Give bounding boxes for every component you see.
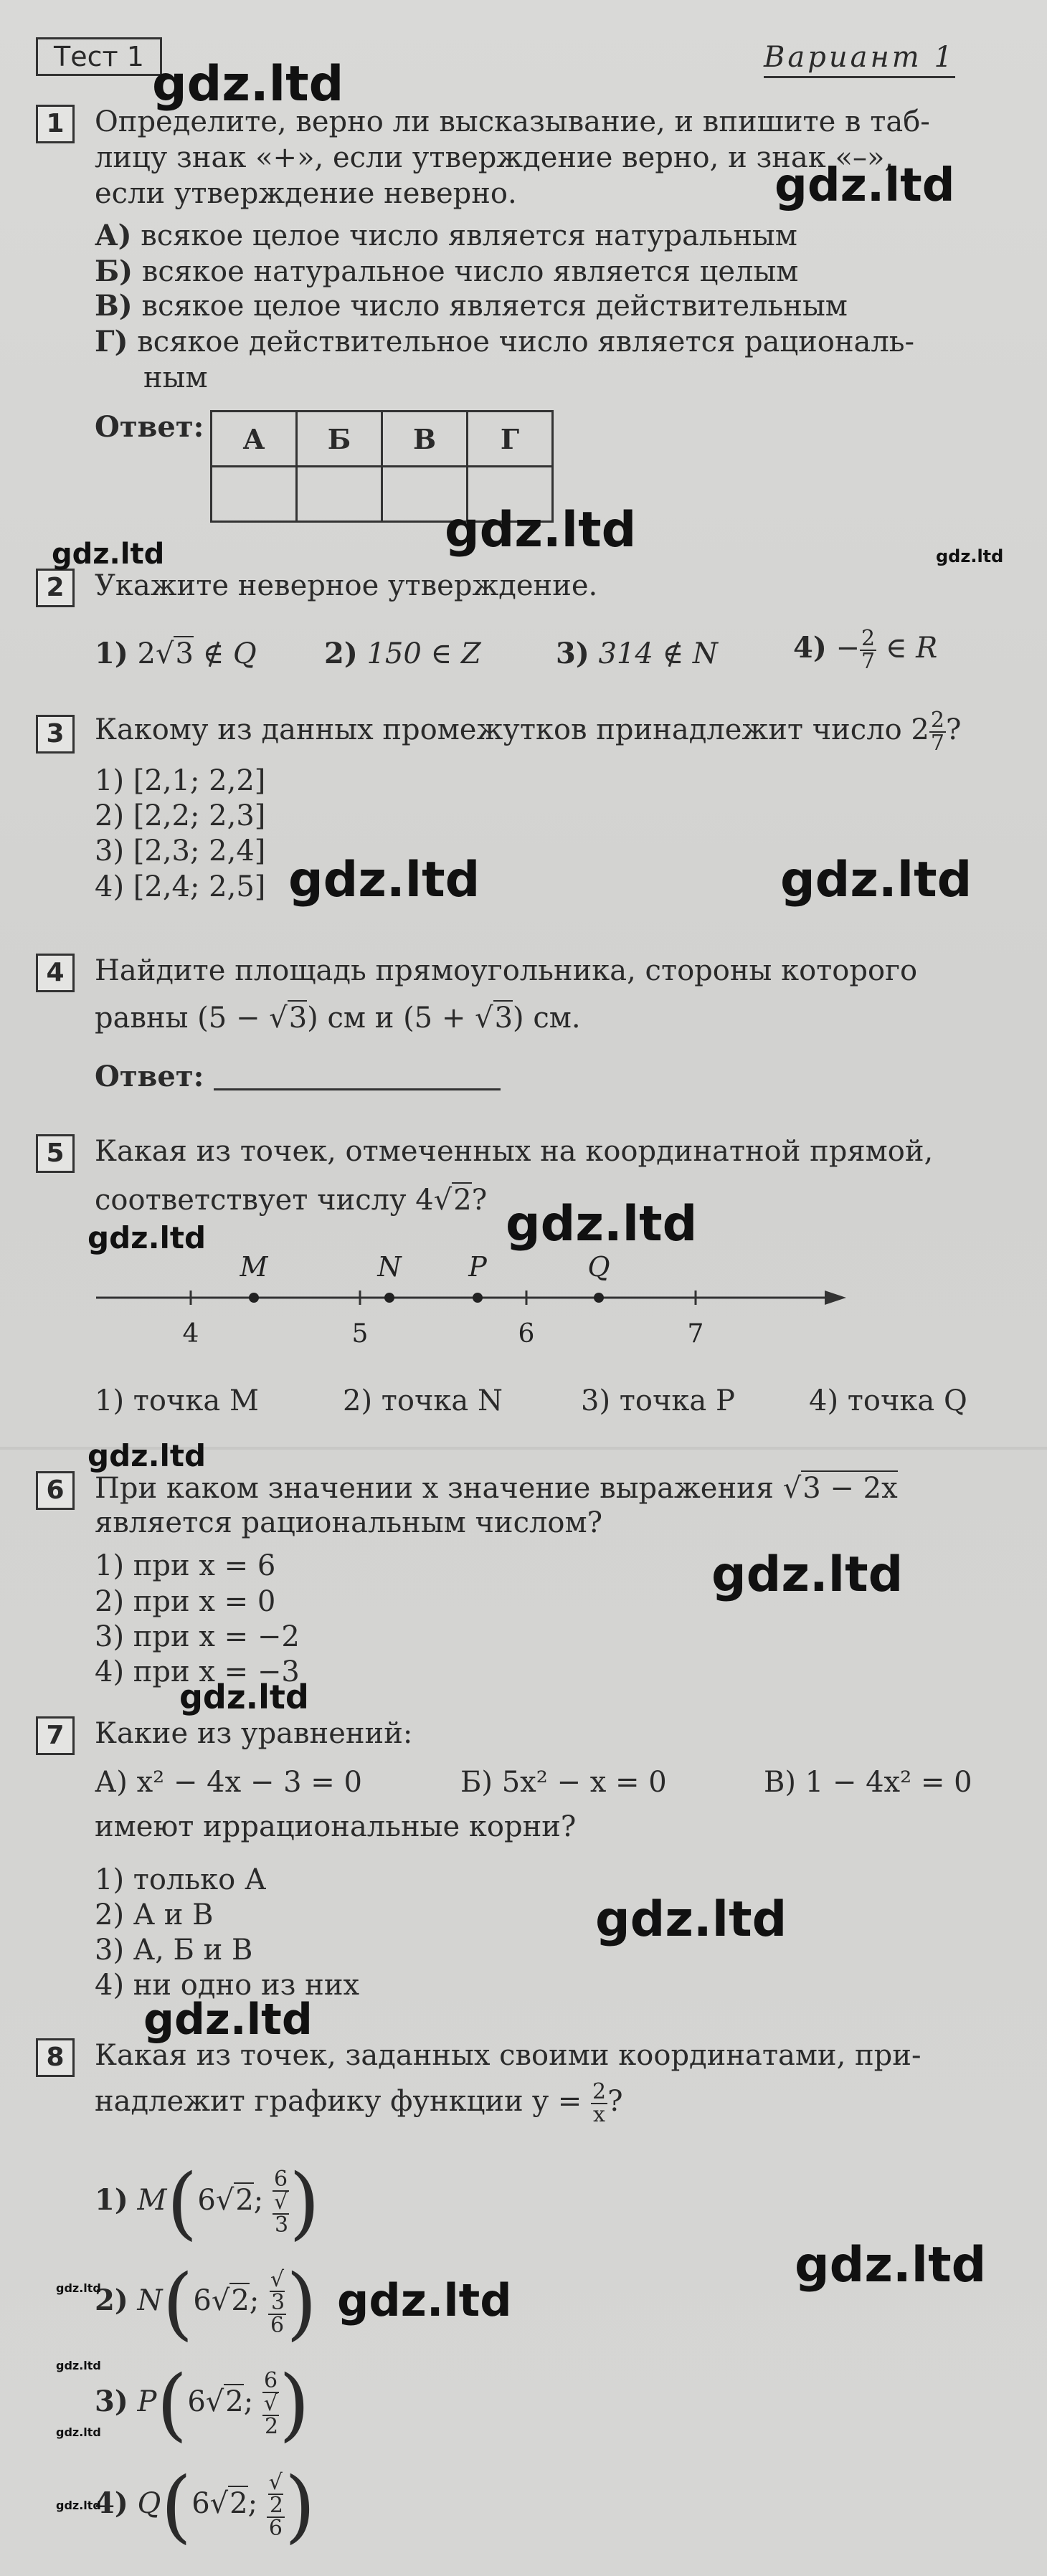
question-number: 2 bbox=[36, 569, 75, 607]
tick-label-5: 5 bbox=[351, 1319, 369, 1349]
question-number: 7 bbox=[36, 1716, 75, 1755]
watermark: gdz.ltd bbox=[56, 2281, 101, 2295]
watermark: gdz.ltd bbox=[143, 1995, 313, 2045]
q4-line-1: Найдите площадь прямоугольника, стороны которого bbox=[95, 954, 918, 987]
q2-option-1: 1) 2√3 ∉ Q bbox=[95, 637, 257, 670]
watermark: gdz.ltd bbox=[445, 502, 637, 559]
watermark: gdz.ltd bbox=[795, 2237, 987, 2294]
q5-line-2: соответствует числу 4√2? bbox=[95, 1184, 488, 1217]
watermark: gdz.ltd bbox=[56, 2499, 101, 2512]
answer-col-b: Б bbox=[297, 412, 382, 467]
q7-option-2: 2) А и В bbox=[95, 1898, 214, 1931]
question-number: 6 bbox=[36, 1471, 75, 1510]
answer-col-c: В bbox=[382, 412, 468, 467]
q5-option-1: 1) точка M bbox=[95, 1384, 259, 1417]
question-number: 4 bbox=[36, 954, 75, 992]
q1-item-c: В) всякое целое число является действительным bbox=[95, 289, 848, 323]
q7-equation-a: А) x² − 4x − 3 = 0 bbox=[95, 1766, 362, 1799]
watermark: gdz.ltd bbox=[774, 159, 955, 212]
point-label-n: N bbox=[377, 1251, 402, 1283]
q3-option-2: 2) [2,2; 2,3] bbox=[95, 799, 266, 832]
q7-line-2: имеют иррациональные корни? bbox=[95, 1810, 577, 1843]
variant-label: Вариант 1 bbox=[764, 40, 955, 78]
watermark: gdz.ltd bbox=[337, 2274, 512, 2327]
test-label: Тест 1 bbox=[36, 37, 162, 76]
watermark: gdz.ltd bbox=[87, 1220, 207, 1255]
watermark: gdz.ltd bbox=[780, 852, 972, 908]
q8-line-2: надлежит графику функции y = $\frac{2}{x}$ ? bbox=[95, 2079, 623, 2127]
q5-option-2: 2) точка N bbox=[343, 1384, 503, 1417]
q6-option-1: 1) при x = 6 bbox=[95, 1549, 276, 1582]
q8-option-4: 4) Q(6√2; √ 2 6 ) bbox=[95, 2460, 316, 2552]
q4-answer-line[interactable] bbox=[214, 1088, 501, 1090]
question-number: 3 bbox=[36, 715, 75, 754]
watermark: gdz.ltd bbox=[711, 1546, 904, 1603]
q8-line-1: Какая из точек, заданных своими координатами, при- bbox=[95, 2039, 922, 2072]
q7-line-1: Какие из уравнений: bbox=[95, 1717, 413, 1750]
point-label-p: P bbox=[468, 1251, 487, 1283]
watermark: gdz.ltd bbox=[506, 1196, 698, 1253]
watermark: gdz.ltd bbox=[936, 546, 1004, 566]
watermark: gdz.ltd bbox=[595, 1891, 787, 1948]
q1-item-a: А) всякое целое число является натуральным bbox=[95, 219, 797, 252]
point-n bbox=[384, 1293, 394, 1303]
watermark: gdz.ltd bbox=[56, 2425, 101, 2439]
q2-option-3: 3) 314 ∉ N bbox=[556, 637, 718, 670]
q4-answer-label: Ответ: bbox=[95, 1060, 204, 1093]
q5-option-3: 3) точка P bbox=[581, 1384, 735, 1417]
q2-text: Укажите неверное утверждение. bbox=[95, 569, 598, 602]
q2-option-2: 2) 150 ∈ Z bbox=[324, 637, 481, 670]
tick-label-6: 6 bbox=[518, 1319, 535, 1349]
point-label-q: Q bbox=[587, 1251, 610, 1283]
question-number: 5 bbox=[36, 1134, 75, 1173]
number-line bbox=[86, 1247, 861, 1362]
watermark: gdz.ltd bbox=[152, 56, 344, 113]
number-line-arrow bbox=[825, 1291, 846, 1305]
q1-line-3: если утверждение неверно. bbox=[95, 177, 517, 210]
answer-col-d: Г bbox=[468, 412, 553, 467]
question-number: 1 bbox=[36, 105, 75, 143]
watermark: gdz.ltd bbox=[52, 538, 165, 571]
q1-answer-label: Ответ: bbox=[95, 410, 204, 444]
q3-text: Какому из данных промежутков принадлежит число 2 $\frac{2}{7}$ ? bbox=[95, 708, 962, 756]
q1-item-b: Б) всякое натуральное число является целым bbox=[95, 255, 799, 288]
q8-option-2: 2) N(6√2; √ 3 6 ) bbox=[95, 2257, 318, 2349]
question-number: 8 bbox=[36, 2038, 75, 2077]
q8-option-3: 3) P(6√2; 6 √ 2 ) bbox=[95, 2358, 310, 2450]
point-label-m: M bbox=[240, 1251, 268, 1283]
q6-option-4: 4) при x = −3 bbox=[95, 1655, 300, 1688]
point-p bbox=[473, 1293, 483, 1303]
q3-option-3: 3) [2,3; 2,4] bbox=[95, 835, 266, 868]
answer-col-a: А bbox=[212, 412, 297, 467]
q6-option-3: 3) при x = −2 bbox=[95, 1620, 300, 1653]
q6-line-1: При каком значении x значение выражения √3 − 2x bbox=[95, 1472, 898, 1505]
answer-cell-a[interactable] bbox=[212, 467, 297, 522]
q8-option-1: 1) M(6√2; 6 √ 3 ) bbox=[95, 2157, 320, 2248]
q3-option-4: 4) [2,4; 2,5] bbox=[95, 870, 266, 903]
q4-line-2: равны (5 − √3) см и (5 + √3) см. bbox=[95, 1002, 581, 1035]
q7-option-4: 4) ни одно из них bbox=[95, 1969, 360, 2002]
q1-line-1: Определите, верно ли высказывание, и впишите в таб- bbox=[95, 105, 930, 138]
tick-label-7: 7 bbox=[687, 1319, 704, 1349]
watermark: gdz.ltd bbox=[87, 1438, 207, 1473]
watermark: gdz.ltd bbox=[56, 2359, 101, 2372]
q5-line-1: Какая из точек, отмеченных на координатной прямой, bbox=[95, 1135, 934, 1168]
q1-line-2: лицу знак «+», если утверждение верно, и знак «–», bbox=[95, 141, 894, 174]
q6-line-2: является рациональным числом? bbox=[95, 1506, 603, 1539]
q7-option-3: 3) А, Б и В bbox=[95, 1934, 253, 1967]
q7-option-1: 1) только А bbox=[95, 1863, 267, 1896]
q7-equation-c: В) 1 − 4x² = 0 bbox=[764, 1766, 972, 1799]
point-q bbox=[594, 1293, 604, 1303]
q1-item-d: Г) всякое действительное число является рациональ- bbox=[95, 325, 915, 358]
watermark: gdz.ltd bbox=[179, 1678, 309, 1716]
q5-option-4: 4) точка Q bbox=[809, 1384, 967, 1417]
point-m bbox=[249, 1293, 259, 1303]
q7-equation-b: Б) 5x² − x = 0 bbox=[460, 1766, 667, 1799]
tick-label-4: 4 bbox=[182, 1319, 199, 1349]
q6-option-2: 2) при x = 0 bbox=[95, 1585, 276, 1618]
q1-item-d-cont: ным bbox=[143, 361, 208, 394]
q2-option-4: 4) − $\frac{2}{7}$ ∈ R bbox=[793, 626, 938, 674]
q3-option-1: 1) [2,1; 2,2] bbox=[95, 764, 266, 797]
watermark: gdz.ltd bbox=[288, 852, 480, 908]
answer-cell-b[interactable] bbox=[297, 467, 382, 522]
